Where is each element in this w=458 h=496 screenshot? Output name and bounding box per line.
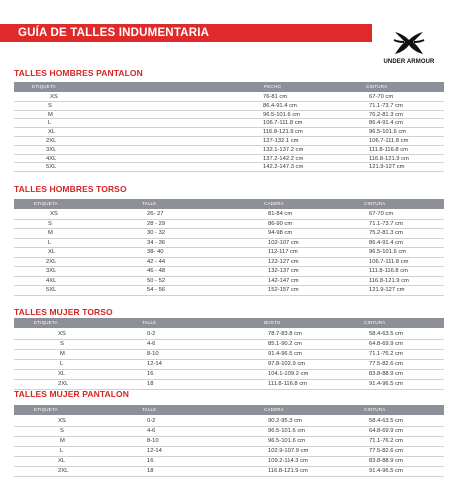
column-header: CINTURA — [364, 407, 386, 412]
table-row — [14, 457, 444, 467]
table-cell: XL — [58, 371, 66, 377]
table-row — [14, 93, 444, 102]
table-cell: 116.8-121.9 cm — [369, 277, 409, 284]
table-cell: 102.9-107.9 cm — [268, 448, 309, 454]
table-cell: 96.5-101.6 cm — [369, 249, 407, 255]
table-cell: 86-90 cm — [268, 220, 293, 227]
table-row — [14, 277, 444, 287]
table-row — [14, 417, 444, 427]
table-cell: 132.1-137.2 cm — [263, 146, 304, 153]
page-title: GUÍA DE TALLES INDUMENTARIA — [18, 27, 210, 39]
table-cell: 4-6 — [147, 341, 156, 347]
table-cell: XL — [48, 249, 56, 255]
table-cell: 18 — [147, 381, 154, 387]
brand-logo — [374, 28, 444, 73]
table-cell: 18 — [147, 468, 154, 474]
table-row — [14, 258, 444, 268]
table-cell: XS — [50, 211, 58, 217]
table-cell: 86.4-91.4 cm — [369, 120, 403, 127]
table-cell: XS — [58, 331, 66, 337]
table-row — [14, 155, 444, 164]
brand-name: UNDER ARMOUR — [383, 59, 435, 65]
table-cell: 152-157 cm — [268, 287, 299, 293]
table-header — [14, 82, 444, 92]
table-row — [14, 220, 444, 230]
table-row — [14, 340, 444, 350]
table-row — [14, 128, 444, 137]
table-cell: 12-14 — [147, 361, 162, 367]
table-cell: 111.8-116.8 cm — [268, 381, 307, 387]
table-cell: 78.7-83.8 cm — [268, 331, 302, 337]
table-cell: 116.8-121.9 cm — [263, 129, 303, 136]
column-header: ETIQUETA — [34, 320, 58, 325]
column-header: ETIQUETA — [32, 84, 56, 89]
table-cell: 96.5-101.6 cm — [369, 129, 407, 136]
table-cell: 122-127 cm — [268, 258, 299, 265]
table-cell: 109.2-114.3 cm — [268, 458, 308, 464]
column-header: ETIQUETA — [34, 201, 58, 206]
table-cell: M — [60, 438, 65, 444]
table-cell: 76-81 cm — [263, 94, 288, 100]
table-cell: M — [60, 351, 65, 357]
table-cell: 58.4-63.5 cm — [369, 418, 403, 424]
table-row — [14, 267, 444, 277]
column-header: PECHO — [264, 84, 282, 89]
table-cell: 121.9-127 cm — [369, 164, 405, 171]
table-row — [14, 102, 444, 111]
table-cell: 142-147 cm — [268, 277, 299, 284]
table-cell: 34 - 36 — [147, 239, 166, 246]
table-row — [14, 437, 444, 447]
table-cell: 8-10 — [147, 438, 159, 444]
table-cell: 12-14 — [147, 448, 162, 454]
table-cell: L — [48, 239, 52, 246]
table-cell: 75.2-81.3 cm — [369, 230, 403, 236]
table-cell: 26- 27 — [147, 211, 164, 217]
table-cell: 112-117 cm — [268, 249, 298, 255]
table-row — [14, 350, 444, 360]
table-row — [14, 427, 444, 437]
table-row — [14, 286, 444, 296]
table-cell: 42 - 44 — [147, 258, 166, 265]
table-cell: 91.4-96.5 cm — [369, 468, 403, 474]
table-cell: 58.4-63.5 cm — [369, 331, 403, 337]
table-cell: 71.1-76.2 cm — [369, 351, 403, 357]
table-cell: 0-2 — [147, 418, 156, 424]
table-cell: 142.2-147.3 cm — [263, 164, 304, 171]
table-row — [14, 137, 444, 146]
column-header: BUSTO — [264, 320, 281, 325]
table-cell: 5XL — [46, 164, 57, 171]
table-row — [14, 248, 444, 258]
column-header: CADERA — [264, 407, 284, 412]
table-row — [14, 370, 444, 380]
table-cell: 132-137 cm — [268, 268, 299, 274]
section-title: TALLES MUJER PANTALON — [14, 389, 129, 399]
table-cell: 76.2-81.3 cm — [369, 111, 403, 118]
section-title: TALLES MUJER TORSO — [14, 307, 113, 317]
table-cell: L — [48, 120, 52, 127]
table-cell: 106.7-111.8 cm — [369, 138, 409, 144]
table-cell: 46 - 48 — [147, 268, 166, 274]
table-cell: 90.2-95.3 cm — [268, 418, 302, 424]
table-cell: 71.1-73.7 cm — [369, 220, 403, 227]
table-cell: 3XL — [46, 268, 57, 274]
table-cell: 38- 40 — [147, 249, 164, 255]
table-cell: 64.8-69.9 cm — [369, 341, 403, 347]
table-cell: 121.9-127 cm — [369, 287, 405, 293]
table-cell: 77.5-82.6 cm — [369, 448, 403, 454]
table-row — [14, 111, 444, 120]
table-cell: 96.5-101.6 cm — [263, 111, 301, 118]
table-cell: 94-98 cm — [268, 230, 293, 236]
column-header: CADERA — [264, 201, 284, 206]
table-cell: 86.4-91.4 cm — [369, 239, 403, 246]
table-row — [14, 330, 444, 340]
table-cell: 116.8-121.9 cm — [369, 155, 409, 162]
table-cell: 67-70 cm — [369, 211, 394, 217]
table-cell: 106.7-111.8 cm — [263, 120, 303, 127]
table-cell: 91.4-96.5 cm — [369, 381, 403, 387]
table-cell: 71.1-76.2 cm — [369, 438, 403, 444]
table-cell: XS — [50, 94, 58, 100]
table-cell: L — [60, 448, 64, 454]
table-row — [14, 119, 444, 128]
table-row — [14, 163, 444, 172]
table-cell: L — [60, 361, 64, 367]
table-header — [14, 199, 444, 209]
table-cell: 54 - 56 — [147, 287, 166, 293]
table-cell: S — [48, 220, 52, 227]
table-cell: 97.8-102.9 cm — [268, 361, 306, 367]
table-cell: 5XL — [46, 287, 57, 293]
table-row — [14, 210, 444, 220]
table-cell: M — [48, 111, 53, 118]
table-cell: 127-132.1 cm — [263, 138, 299, 144]
table-cell: 106.7-111.8 cm — [369, 258, 409, 265]
table-cell: 2XL — [58, 381, 69, 387]
column-header: TALLE — [142, 407, 157, 412]
table-cell: 50 - 52 — [147, 277, 166, 284]
table-cell: 4XL — [46, 277, 57, 284]
table-cell: 3XL — [46, 146, 57, 153]
table-cell: 81-84 cm — [268, 211, 293, 217]
table-cell: 16 — [147, 458, 154, 464]
table-cell: S — [60, 428, 64, 434]
section-title: TALLES HOMBRES TORSO — [14, 184, 127, 194]
table-cell: 71.1-73.7 cm — [369, 102, 403, 109]
table-cell: 30 - 32 — [147, 230, 166, 236]
column-header: CINTURA — [364, 320, 386, 325]
table-row — [14, 447, 444, 457]
table-row — [14, 229, 444, 239]
table-cell: 96.5-101.6 cm — [268, 438, 306, 444]
column-header: CINTURA — [366, 84, 388, 89]
column-header: CINTURA — [364, 201, 386, 206]
table-cell: 104.1-109.2 cm — [268, 371, 309, 377]
column-header: TALLE — [142, 320, 157, 325]
table-cell: 83.8-88.9 cm — [369, 458, 403, 464]
table-cell: M — [48, 230, 53, 236]
table-cell: 102-107 cm — [268, 239, 299, 246]
table-cell: 67-70 cm — [369, 94, 394, 100]
section-title: TALLES HOMBRES PANTALON — [14, 68, 143, 78]
table-cell: 116.8-121.9 cm — [268, 468, 308, 474]
table-row — [14, 239, 444, 249]
table-row — [14, 467, 444, 477]
table-cell: 111.8-116.8 cm — [369, 146, 408, 153]
table-cell: 2XL — [46, 258, 57, 265]
table-cell: S — [48, 102, 52, 109]
table-cell: 16 — [147, 371, 154, 377]
table-row — [14, 146, 444, 155]
table-cell: 2XL — [58, 468, 69, 474]
table-cell: XS — [58, 418, 66, 424]
column-header: ETIQUETA — [34, 407, 58, 412]
table-cell: XL — [48, 129, 56, 136]
table-cell: XL — [58, 458, 66, 464]
table-cell: 137.2-142.2 cm — [263, 155, 304, 162]
table-header — [14, 405, 444, 415]
column-header: TALLE — [142, 201, 157, 206]
table-cell: 83.8-88.9 cm — [369, 371, 403, 377]
table-cell: 4XL — [46, 155, 57, 162]
table-row — [14, 360, 444, 370]
table-cell: S — [60, 341, 64, 347]
table-header — [14, 318, 444, 328]
table-cell: 77.5-82.6 cm — [369, 361, 403, 367]
table-cell: 85.1-90.2 cm — [268, 341, 302, 347]
table-cell: 91.4-96.5 cm — [268, 351, 302, 357]
table-cell: 2XL — [46, 138, 57, 144]
under-armour-logo-icon — [392, 30, 426, 56]
table-cell: 96.5-101.6 cm — [268, 428, 306, 434]
table-cell: 64.8-69.9 cm — [369, 428, 403, 434]
table-cell: 111.8-116.8 cm — [369, 268, 408, 274]
table-cell: 8-10 — [147, 351, 159, 357]
table-cell: 0-2 — [147, 331, 156, 337]
table-cell: 86.4-91.4 cm — [263, 102, 297, 109]
table-cell: 4-6 — [147, 428, 156, 434]
table-cell: 28 - 29 — [147, 220, 166, 227]
